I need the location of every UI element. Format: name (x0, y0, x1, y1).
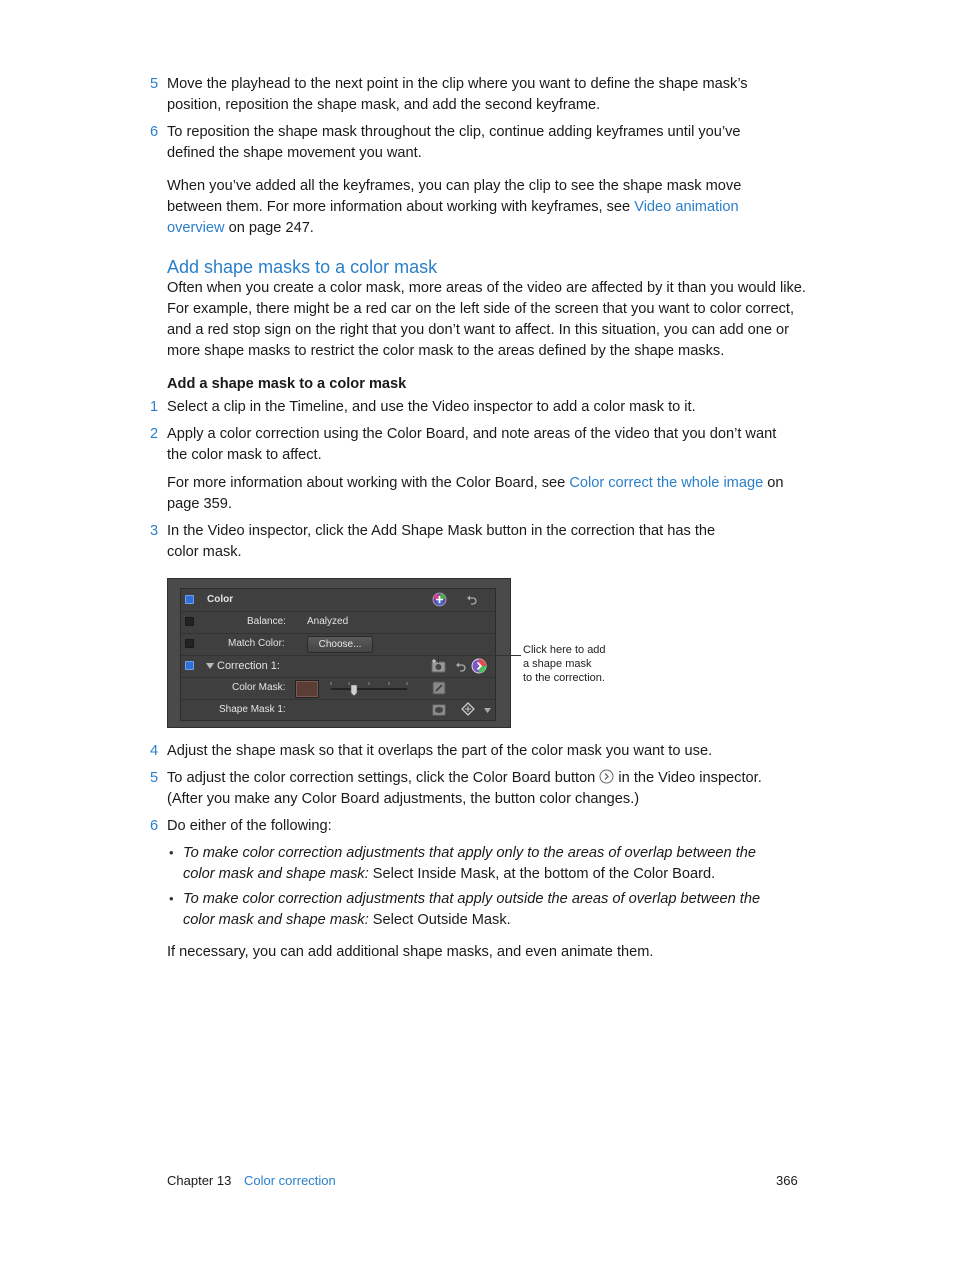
bullet-marker: • (169, 845, 174, 860)
note-text: For more information about working with the Color Board, see (167, 475, 570, 491)
callout-text (523, 643, 606, 685)
video-inspector-screenshot (167, 578, 511, 728)
step-number: 1 (150, 399, 159, 415)
section-title: Add shape masks to a color mask (167, 257, 438, 277)
balance-value: Analyzed (307, 616, 349, 627)
color-label: Color (207, 594, 234, 605)
footer-chapter-link[interactable]: Color correction (244, 1173, 336, 1188)
match-color-row (181, 633, 495, 656)
colorboard-note (167, 473, 807, 515)
correction-label: Correction 1: (217, 660, 280, 672)
task-title: Add a shape mask to a color mask (167, 376, 407, 392)
keyframes-note (167, 176, 767, 239)
eyedropper-icon[interactable] (432, 681, 446, 695)
shape-mask-label: Shape Mask 1: (219, 704, 286, 715)
note-text: When you’ve added all the keyframes, you can play the clip to see the shape mask move between them. For more information about working with keyframes, see (167, 178, 742, 215)
step-number: 3 (150, 523, 159, 539)
intro-paragraph: Often when you create a color mask, more areas of the video are affected by it than you would like. For example, there might be a red car on the left side of the screen that you want to color correct, and a red stop sign on the right that you don’t want to affect. In this situation, you can add one or more shape masks to restrict the color mask to the areas defined by the shape masks. (167, 280, 806, 359)
dropdown-arrow-icon[interactable] (484, 708, 491, 713)
bullet-marker: • (169, 891, 174, 906)
shape-mask-row (181, 699, 495, 721)
note-text-end: on page 247. (224, 220, 314, 236)
step-text: Do either of the following: (167, 818, 332, 834)
step-number: 4 (150, 743, 159, 759)
reset-correction-icon[interactable] (455, 661, 466, 672)
video-animation-link[interactable]: Video animation overview (167, 199, 739, 236)
step-number: 5 (150, 76, 159, 92)
step-text: To reposition the shape mask throughout the clip, continue adding keyframes until you’ve defined the shape movement you want. (167, 124, 741, 161)
bullet-text: Select Inside Mask, at the bottom of the Color Board. (368, 866, 716, 882)
callout-line-3: to the correction. (523, 672, 605, 684)
bullet-item (183, 843, 783, 885)
step-number: 5 (150, 770, 159, 786)
shape-mask-icon[interactable] (432, 704, 446, 716)
callout-line-tick (438, 655, 439, 663)
step-text: Move the playhead to the next point in the clip where you want to define the shape mask’s position, reposition the shape mask, and add the second keyframe. (167, 76, 748, 113)
step-text: Apply a color correction using the Color Board, and note areas of the video that you don’t want the color mask to affect. (167, 426, 777, 463)
color-header-row (181, 589, 495, 612)
callout-line-1: Click here to add (523, 644, 606, 656)
softness-slider[interactable] (329, 679, 409, 697)
step-text-part-end: in the Video inspector. (After you make any Color Board adjustments, the button color changes.) (167, 770, 762, 807)
page-number: 366 (776, 1173, 798, 1188)
disclosure-triangle-icon[interactable] (206, 663, 214, 670)
callout-line (438, 655, 521, 656)
note-text-end: on page 359. (167, 475, 784, 512)
keyframe-icon[interactable] (461, 702, 475, 716)
step-number: 6 (150, 124, 159, 140)
color-mask-label: Color Mask: (232, 682, 286, 693)
balance-row (181, 611, 495, 634)
bullet-item (183, 889, 783, 931)
add-shape-mask-icon[interactable] (431, 659, 447, 673)
footer-chapter: Chapter 13 (167, 1173, 232, 1188)
step-text: Select a clip in the Timeline, and use the Video inspector to add a color mask to it. (167, 399, 696, 415)
color-correct-link[interactable]: Color correct the whole image (569, 475, 764, 491)
step-text-part: To adjust the color correction settings, click the Color Board button (167, 770, 600, 786)
color-board-button-icon[interactable] (471, 658, 487, 674)
choose-button[interactable]: Choose... (307, 636, 373, 653)
closing-paragraph: If necessary, you can add additional shape masks, and even animate them. (167, 944, 654, 960)
color-mask-swatch[interactable] (295, 680, 319, 698)
callout-line-2: a shape mask (523, 658, 592, 670)
correction-row (181, 655, 495, 678)
color-board-inline-icon (599, 769, 614, 784)
reset-icon[interactable] (466, 594, 477, 605)
step-number: 2 (150, 426, 159, 442)
match-color-checkbox[interactable] (185, 639, 194, 648)
bullet-text: Select Outside Mask. (368, 912, 511, 928)
step-text: In the Video inspector, click the Add Shape Mask button in the correction that has the color mask. (167, 523, 716, 560)
step-number: 6 (150, 818, 159, 834)
color-enable-checkbox[interactable] (185, 595, 194, 604)
balance-label: Balance: (247, 616, 286, 627)
correction-enable-checkbox[interactable] (185, 661, 194, 670)
add-correction-icon[interactable] (432, 592, 447, 607)
bullet-italic: To make color correction adjustments that apply outside the areas of overlap between the color mask and shape mask: (183, 891, 761, 928)
balance-checkbox[interactable] (185, 617, 194, 626)
step-text: Adjust the shape mask so that it overlaps the part of the color mask you want to use. (167, 743, 713, 759)
color-mask-row (181, 677, 495, 700)
bullet-italic: To make color correction adjustments that apply only to the areas of overlap between the color mask and shape mask: (183, 845, 756, 882)
step-text (167, 768, 797, 810)
match-color-label: Match Color: (228, 638, 285, 649)
